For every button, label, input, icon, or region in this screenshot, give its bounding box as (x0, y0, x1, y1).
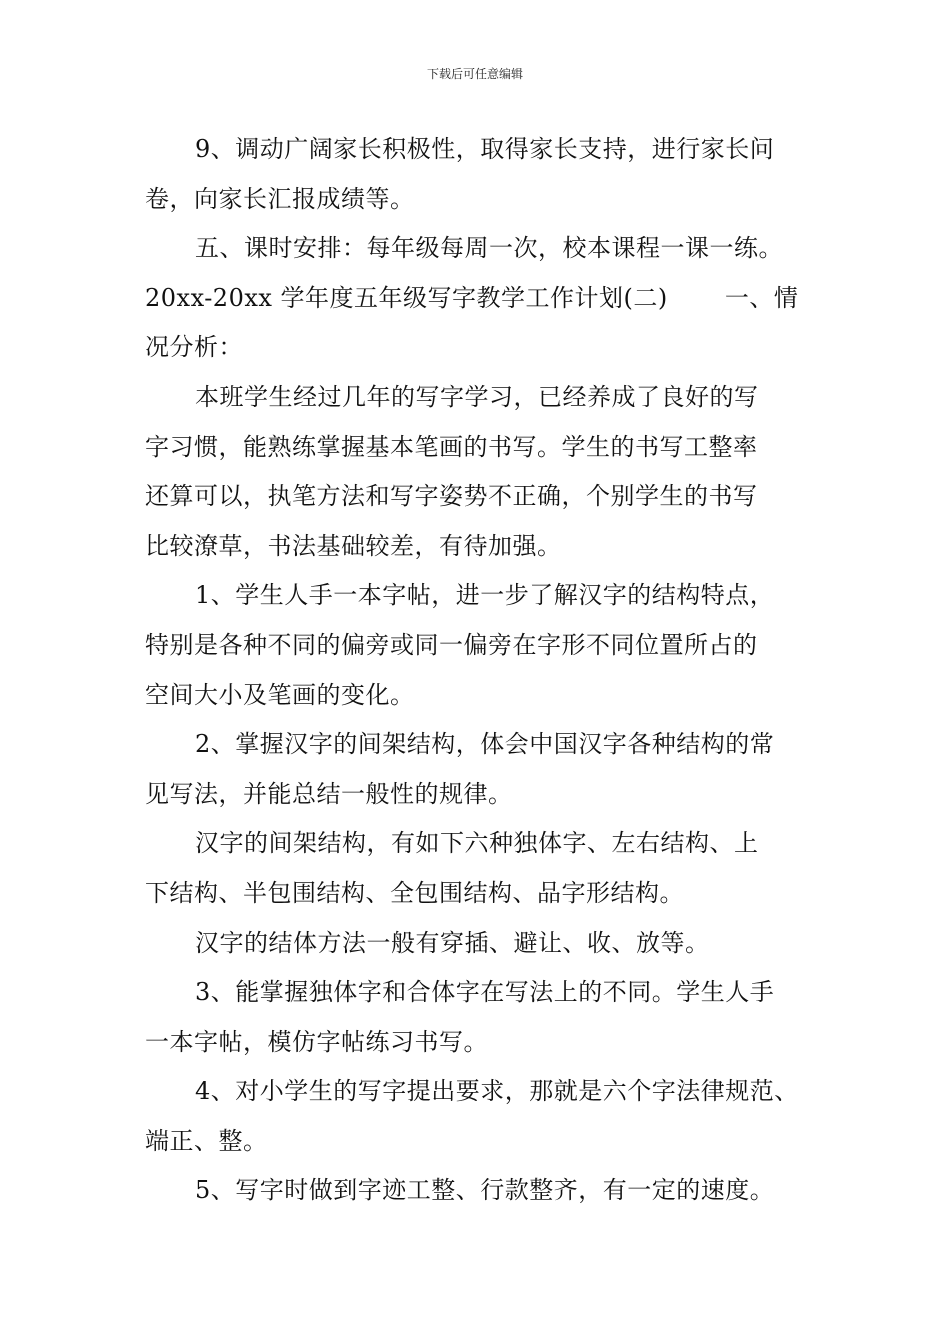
plan-title-line: 20xx-20xx 学年度五年级写字教学工作计划(二) 一、情 (145, 283, 799, 312)
paragraph-line: 4、对小学生的写字提出要求，那就是六个字法律规范、 (195, 1077, 799, 1106)
paragraph-line: 还算可以，执笔方法和写字姿势不正确，个别学生的书写 (145, 482, 758, 511)
paragraph-line: 特别是各种不同的偏旁或同一偏旁在字形不同位置所占的 (145, 630, 758, 659)
paragraph-line: 2、掌握汉字的间架结构，体会中国汉字各种结构的常 (195, 730, 775, 759)
paragraph-line: 3、能掌握独体字和合体字在写法上的不同。学生人手 (195, 978, 775, 1007)
paragraph-line: 见写法，并能总结一般性的规律。 (145, 779, 513, 808)
paragraph-line: 字习惯，能熟练掌握基本笔画的书写。学生的书写工整率 (145, 432, 758, 461)
paragraph-line: 卷，向家长汇报成绩等。 (145, 184, 415, 213)
paragraph-line: 本班学生经过几年的写字学习，已经养成了良好的写 (195, 382, 759, 411)
page-header-note: 下载后可任意编辑 (426, 67, 523, 81)
paragraph-line: 端正、整。 (145, 1126, 268, 1155)
document-body (145, 125, 810, 1216)
paragraph-line: 1、学生人手一本字帖，进一步了解汉字的结构特点， (195, 581, 775, 610)
paragraph-line: 一本字帖，模仿字帖练习书写。 (145, 1027, 488, 1056)
paragraph-line: 空间大小及笔画的变化。 (145, 680, 415, 709)
paragraph-line: 汉字的结体方法一般有穿插、避让、收、放等。 (195, 928, 710, 957)
paragraph-line: 比较潦草，书法基础较差，有待加强。 (145, 531, 562, 560)
paragraph-line: 况分析： (145, 333, 243, 362)
paragraph-line: 汉字的间架结构，有如下六种独体字、左右结构、上 (195, 829, 759, 858)
paragraph-line: 9、调动广阔家长积极性，取得家长支持，进行家长问 (195, 135, 775, 163)
paragraph-line: 下结构、半包围结构、全包围结构、品字形结构。 (145, 878, 684, 907)
paragraph-line: 五、课时安排：每年级每周一次，校本课程一课一练。 (195, 234, 783, 263)
paragraph-line: 5、写字时做到字迹工整、行款整齐，有一定的速度。 (195, 1176, 775, 1205)
